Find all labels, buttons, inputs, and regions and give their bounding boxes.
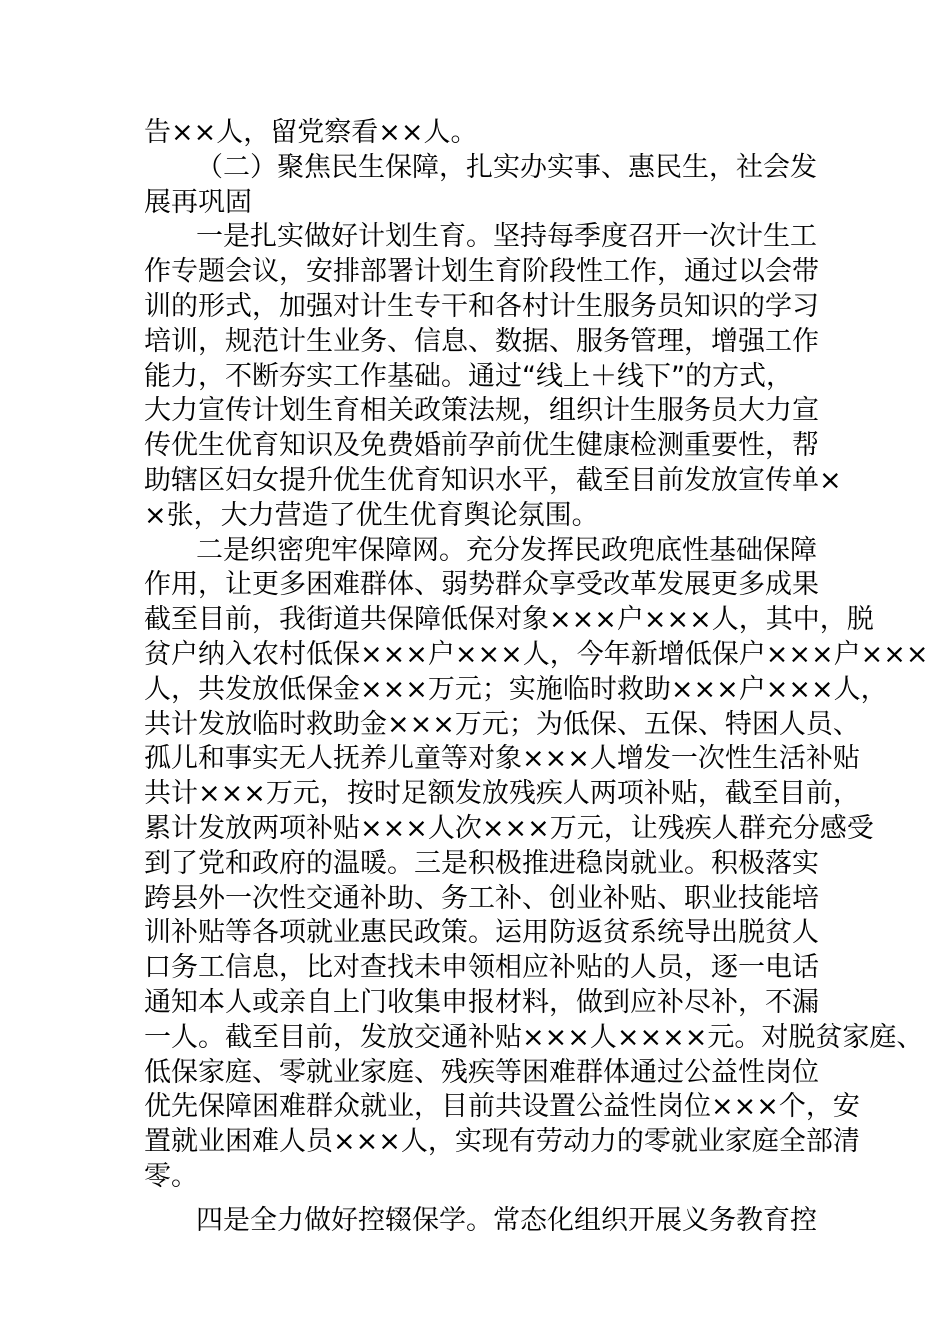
text-line: 四是全力做好控辍保学。常态化组织开展义务教育控 [196,1204,817,1236]
body-text [144,116,929,1239]
text-line: 作专题会议，安排部署计划生育阶段性工作，通过以会带 [144,256,819,288]
text-line: 人，共发放低保金×××万元；实施临时救助×××户×××人， [144,673,888,705]
text-line: 通知本人或亲自上门收集申报材料，做到应补尽补，不漏 [144,986,819,1018]
text-line: 训的形式，加强对计生专干和各村计生服务员知识的学习 [144,290,819,322]
text-line: 低保家庭、零就业家庭、残疾等困难群体通过公益性岗位 [144,1056,819,1088]
text-line: 能力，不断夯实工作基础。通过“线上＋线下”的方式， [144,360,793,392]
text-line: 作用，让更多困难群体、弱势群众享受改革发展更多成果 [144,569,819,601]
text-line: 培训，规范计生业务、信息、数据、服务管理，增强工作 [144,325,819,357]
text-line: 跨县外一次性交通补助、务工补、创业补贴、职业技能培 [144,882,819,914]
paragraph-gap [144,1195,806,1204]
text-line: 置就业困难人员×××人，实现有劳动力的零就业家庭全部清 [144,1126,860,1158]
text-line: 二是织密兜牢保障网。充分发挥民政兜底性基础保障 [196,534,817,566]
section-heading: （二）聚焦民生保障，扎实办实事、惠民生，社会发 [196,151,817,183]
text-line: 截至目前，我街道共保障低保对象×××户×××人，其中，脱 [144,604,874,636]
section-heading-cont: 展再巩固 [144,186,252,218]
text-line: 共计×××万元，按时足额发放残疾人两项补贴，截至目前， [144,778,860,810]
text-line: 传优生优育知识及免费婚前孕前优生健康检测重要性，帮 [144,430,819,462]
text-line: 共计发放临时救助金×××万元；为低保、五保、特困人员、 [144,708,860,740]
text-line: 训补贴等各项就业惠民政策。运用防返贫系统导出脱贫人 [144,917,819,949]
text-line: 大力宣传计划生育相关政策法规，组织计生服务员大力宣 [144,395,819,427]
text-line: 到了党和政府的温暖。三是积极推进稳岗就业。积极落实 [144,847,819,879]
text-line: 助辖区妇女提升优生优育知识水平，截至目前发放宣传单× [144,464,842,496]
text-line: 口务工信息，比对查找未申领相应补贴的人员，逐一电话 [144,952,819,984]
text-line: 零。 [144,1160,198,1192]
text-line: 一是扎实做好计划生育。坚持每季度召开一次计生工 [196,221,817,253]
text-line: 孤儿和事实无人抚养儿童等对象×××人增发一次性生活补贴 [144,743,860,775]
text-line: 告××人，留党察看××人。 [144,117,478,148]
text-line: 优先保障困难群众就业，目前共设置公益性岗位×××个，安 [144,1091,860,1123]
text-line: 一人。截至目前，发放交通补贴×××人××××元。对脱贫家庭、 [144,1021,924,1053]
text-line: 贫户纳入农村低保×××户×××人，今年新增低保户×××户××× [144,638,929,670]
text-line: ×张，大力营造了优生优育舆论氛围。 [144,499,599,531]
text-line: 累计发放两项补贴×××人次×××万元，让残疾人群充分感受 [144,812,874,844]
